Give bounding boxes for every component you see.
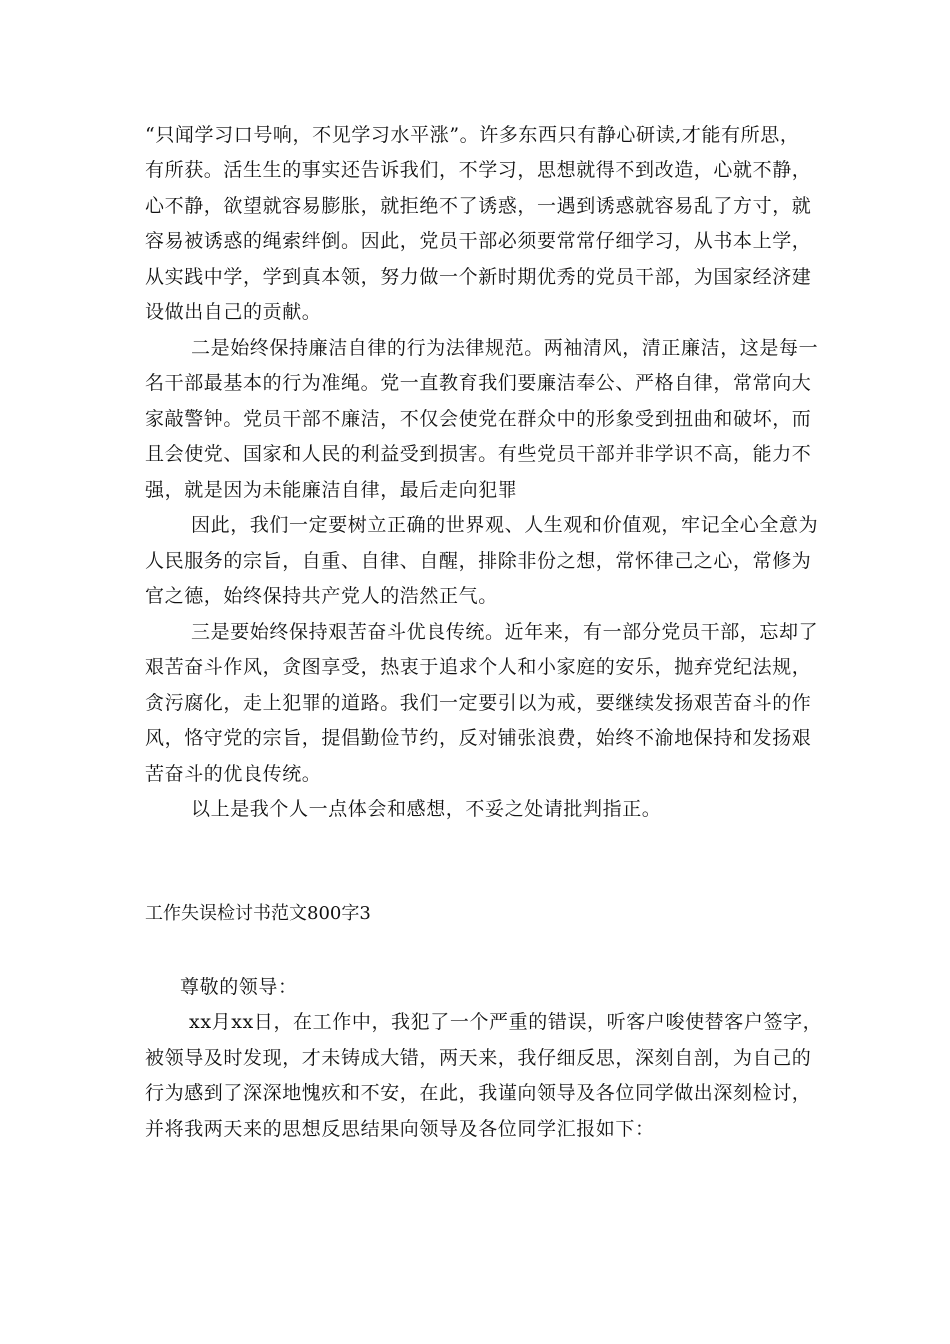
- text-line: 因此，我们一定要树立正确的世界观、人生观和价值观，牢记全心全意为: [191, 514, 819, 536]
- text-line: 官之德，始终保持共产党人的浩然正气。: [145, 585, 498, 607]
- text-line: “只闻学习口号响，不见学习水平涨”。许多东西只有静心研读,才能有所思，: [145, 124, 800, 146]
- text-line: 家敲警钟。党员干部不廉洁，不仅会使党在群众中的形象受到扭曲和破坏，而: [145, 408, 812, 430]
- text-line: 容易被诱惑的绳索绊倒。因此，党员干部必须要常常仔细学习，从书本上学，: [145, 230, 812, 252]
- text-line: 贪污腐化，走上犯罪的道路。我们一定要引以为戒，要继续发扬艰苦奋斗的作: [145, 692, 812, 714]
- text-line: 艰苦奋斗作风，贪图享受，热衷于追求个人和小家庭的安乐，抛弃党纪法规，: [145, 656, 812, 678]
- text-line: 风，恪守党的宗旨，提倡勤俭节约，反对铺张浪费，始终不渝地保持和发扬艰: [145, 727, 812, 749]
- text-line: 心不静，欲望就容易膨胀，就拒绝不了诱惑，一遇到诱惑就容易乱了方寸，就: [145, 195, 812, 217]
- text-line: 设做出自己的贡献。: [145, 301, 322, 323]
- salutation: 尊敬的领导：: [180, 976, 298, 998]
- text-line: 行为感到了深深地愧疚和不安，在此，我谨向领导及各位同学做出深刻检讨，: [145, 1082, 812, 1104]
- text-line: 强，就是因为未能廉洁自律，最后走向犯罪: [145, 479, 518, 501]
- text-line: 三是要始终保持艰苦奋斗优良传统。近年来，有一部分党员干部，忘却了: [191, 621, 819, 643]
- text-line: xx月xx日，在工作中，我犯了一个严重的错误，听客户唆使替客户签字，: [189, 1011, 823, 1033]
- text-line: 有所获。活生生的事实还告诉我们，不学习，思想就得不到改造，心就不静，: [145, 159, 812, 181]
- text-line: 以上是我个人一点体会和感想，不妥之处请批判指正。: [191, 798, 662, 820]
- text-line: 二是始终保持廉洁自律的行为法律规范。两袖清风，清正廉洁，这是每一: [191, 337, 819, 359]
- text-line: 并将我两天来的思想反思结果向领导及各位同学汇报如下：: [145, 1118, 655, 1140]
- section-title: 工作失误检讨书范文800字3: [145, 903, 371, 924]
- text-line: 苦奋斗的优良传统。: [145, 763, 322, 785]
- text-line: 名干部最基本的行为准绳。党一直教育我们要廉洁奉公、严格自律，常常向大: [145, 372, 812, 394]
- text-line: 被领导及时发现，才未铸成大错，两天来，我仔细反思，深刻自剖，为自己的: [145, 1047, 812, 1069]
- text-line: 从实践中学，学到真本领，努力做一个新时期优秀的党员干部，为国家经济建: [145, 266, 812, 288]
- text-line: 且会使党、国家和人民的利益受到损害。有些党员干部并非学识不高，能力不: [145, 443, 812, 465]
- text-line: 人民服务的宗旨，自重、自律、自醒，排除非份之想，常怀律己之心，常修为: [145, 550, 812, 572]
